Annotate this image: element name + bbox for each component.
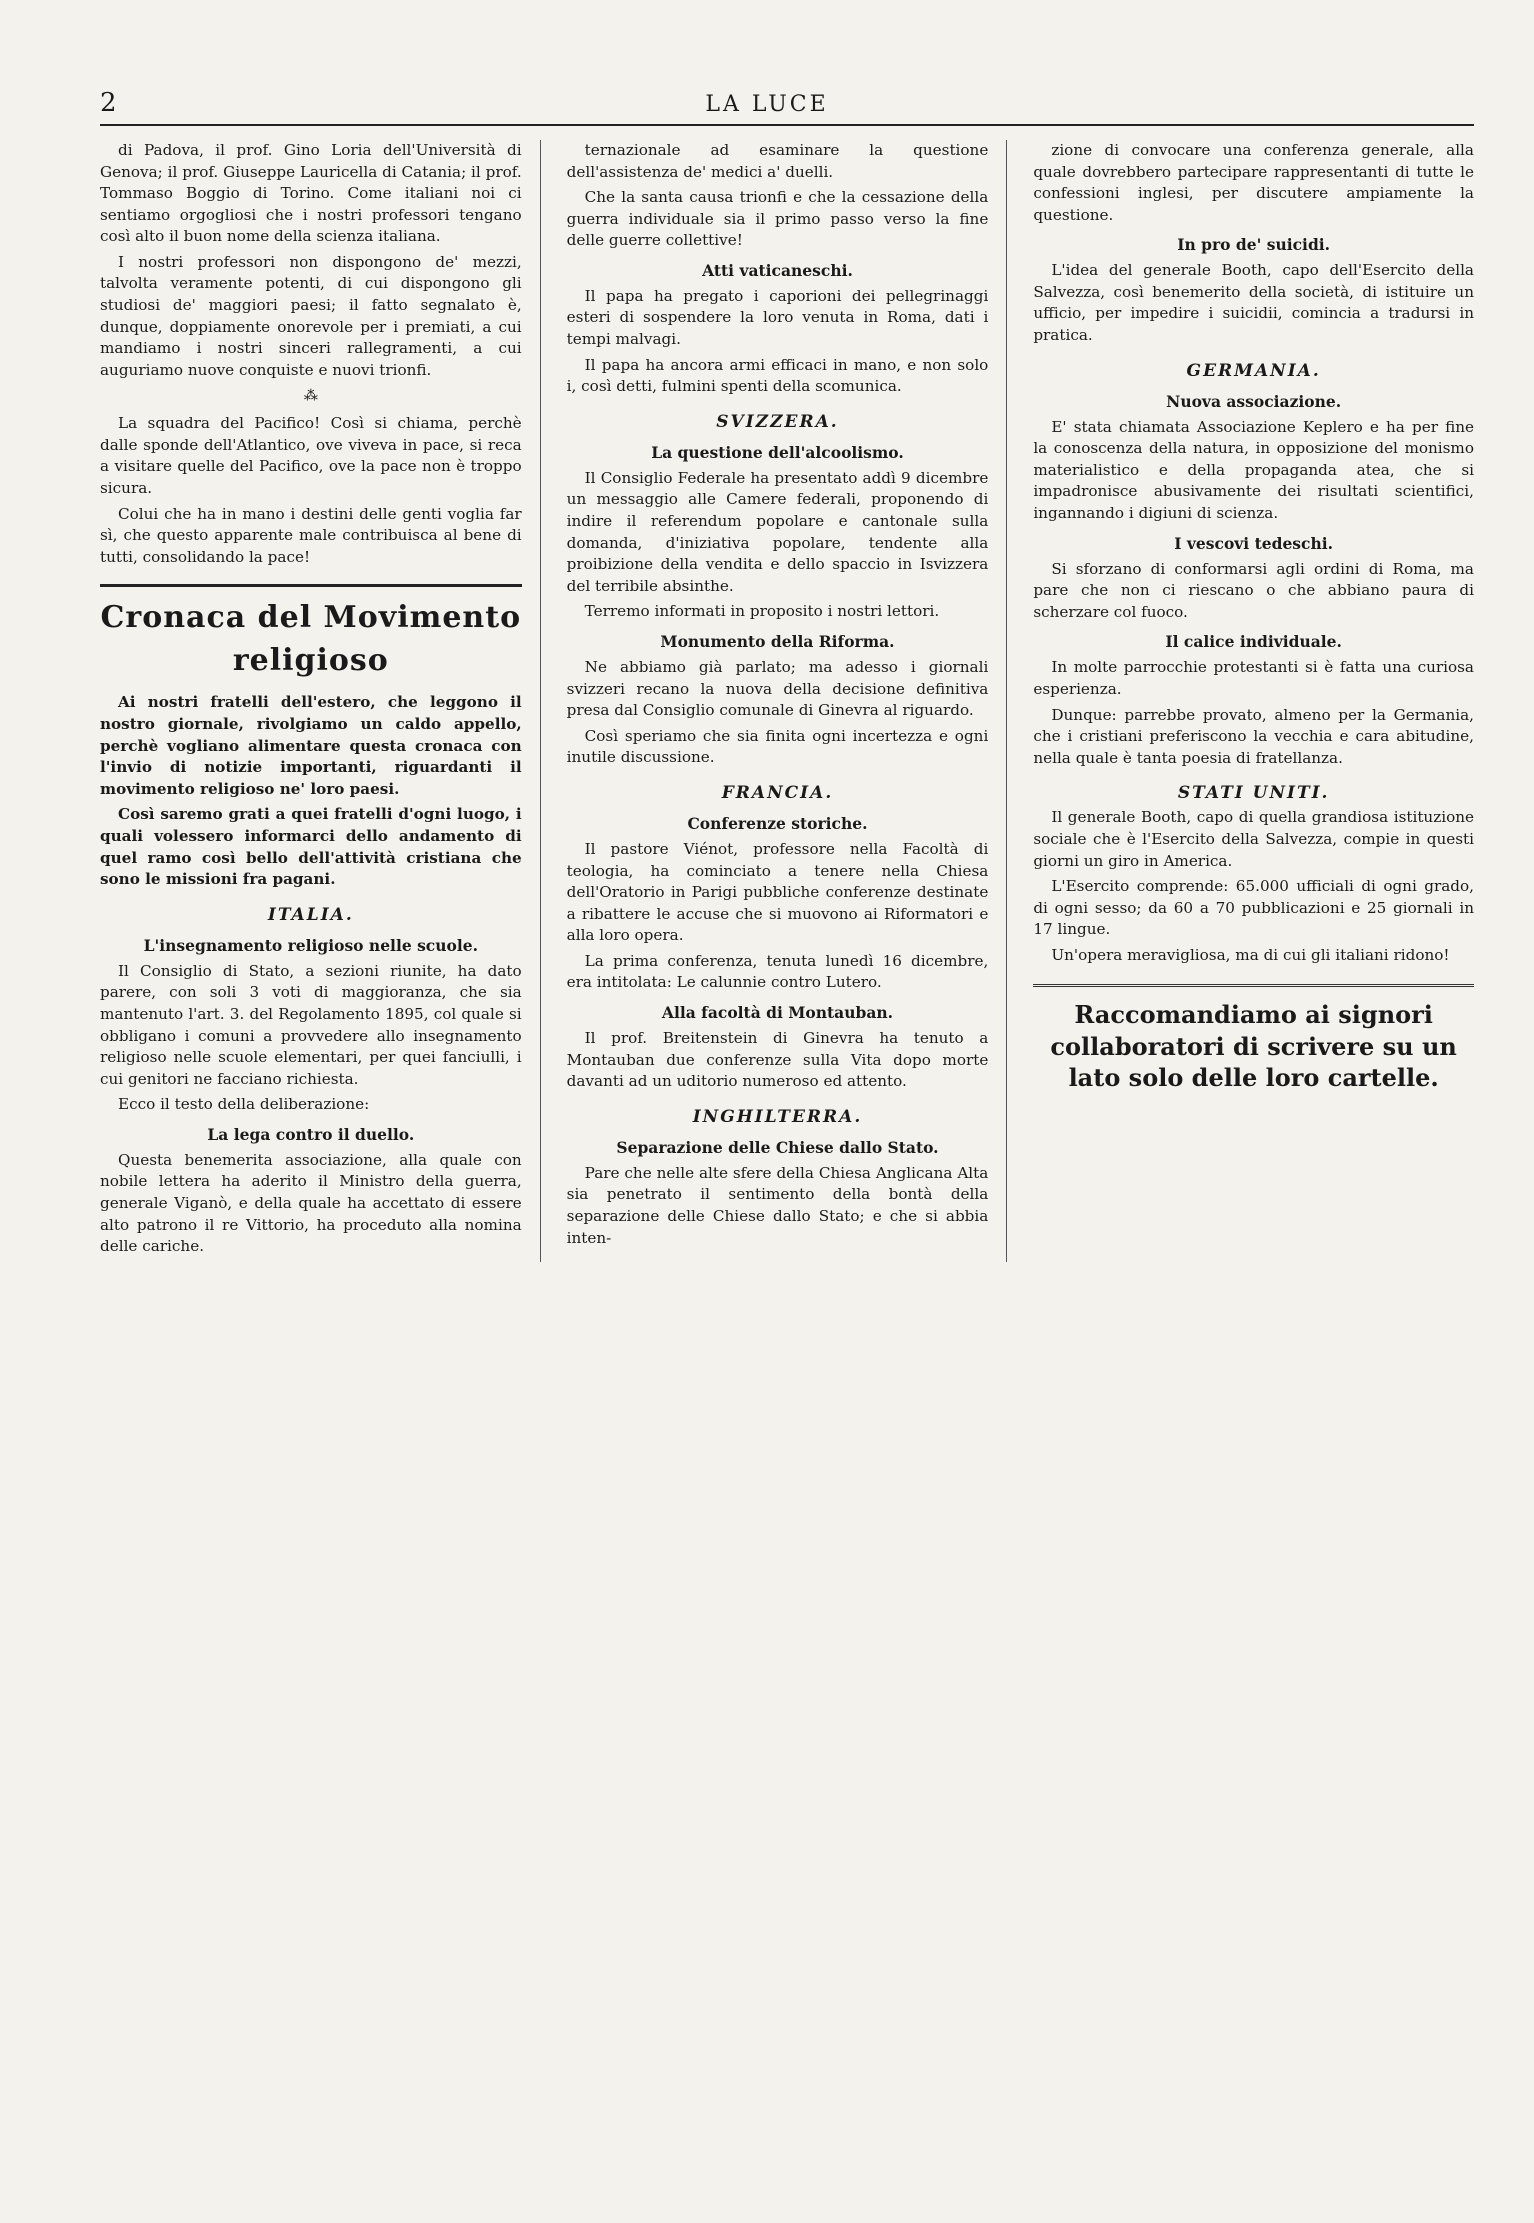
section-heading: STATI UNITI. bbox=[1177, 783, 1330, 804]
appeal-paragraph: Ai nostri fratelli dell'estero, che leggono il nostro giornale, rivolgiamo un caldo appello, perchè vogliano alimentare questa cronaca con l'invio di notizie importanti, riguardanti il movimento religioso ne' loro paesi. bbox=[100, 693, 522, 798]
article-heading: Atti vaticaneschi. bbox=[702, 260, 853, 280]
paragraph: Dunque: parrebbe provato, almeno per la Germania, che i cristiani preferiscono la vecchia e cara abitudine, nella quale è tanta poesia di fratellanza. bbox=[1033, 705, 1474, 767]
article-heading: L'insegnamento religioso nelle scuole. bbox=[143, 935, 479, 955]
paragraph: Il Consiglio di Stato, a sezioni riunite, ha dato parere, con soli 3 voti di maggioranza, che sia mantenuto l'art. 3. del Regolamento 1895, col quale si obbligano i comuni a provvedere allo insegnamento religioso nelle scuole elementari, per quei fanciulli, i cui genitori ne facciano richiesta. bbox=[100, 961, 522, 1088]
paper-title: LA LUCE bbox=[705, 92, 829, 117]
paragraph: di Padova, il prof. Gino Loria dell'Università di Genova; il prof. Giuseppe Lauricella di Catania; il prof. Tommaso Boggio di Torino. Come italiani noi ci sentiamo orgogliosi che i nostri professori tengano così alto il buon nome della scienza italiana. bbox=[100, 141, 522, 246]
paragraph: L'Esercito comprende: 65.000 ufficiali di ogni grado, di ogni sesso; da 60 a 70 pubblicazioni e 25 giornali in 17 lingue. bbox=[1033, 877, 1474, 939]
paragraph: Che la santa causa trionfi e che la cessazione della guerra individuale sia il primo passo verso la fine delle guerre collettive! bbox=[566, 188, 989, 250]
article-heading: La questione dell'alcoolismo. bbox=[651, 442, 904, 462]
paragraph: ternazionale ad esaminare la questione dell'assistenza de' medici a' duelli. bbox=[566, 141, 989, 181]
paragraph: Ne abbiamo già parlato; ma adesso i giornali svizzeri recano la nuova della decisione definitiva presa dal Consiglio comunale di Ginevra al riguardo. bbox=[566, 657, 989, 720]
paragraph: Un'opera meravigliosa, ma di cui gli italiani ridono! bbox=[1051, 945, 1450, 964]
article-heading: Conferenze storiche. bbox=[687, 813, 868, 833]
paragraph: zione di convocare una conferenza generale, alla quale dovrebbero partecipare rappresentanti di tutte le confessioni inglesi, per discutere ampiamente la questione. bbox=[1033, 141, 1474, 224]
article-heading: La lega contro il duello. bbox=[207, 1124, 415, 1144]
paragraph: Il Consiglio Federale ha presentato addì 9 dicembre un messaggio alle Camere federali, proponendo di indire il referendum popolare e cantonale sulla domanda, d'iniziativa popolare, tendente alla proibizione della vendita e dello spaccio in Isvizzera del terribile absinthe. bbox=[566, 468, 989, 595]
paragraph: I nostri professori non dispongono de' mezzi, talvolta veramente potenti, di cui dispongono gli studiosi de' maggiori paesi; il fatto segnalato è, dunque, doppiamente onorevole per i premiati, a cui mandiamo i nostri sinceri rallegramenti, a cui auguriamo nuove conquiste e nuovi trionfi. bbox=[100, 252, 522, 379]
article-heading: Alla facoltà di Montauban. bbox=[661, 1003, 894, 1023]
paragraph: Il papa ha pregato i caporioni dei pellegrinaggi esteri di sospendere la loro venuta in Roma, dati i tempi malvagi. bbox=[566, 286, 989, 349]
paragraph: Colui che ha in mano i destini delle genti voglia far sì, che questo apparente male contribuisca al bene di tutti, consolidando la pace! bbox=[100, 504, 522, 566]
paragraph: Ecco il testo della deliberazione: bbox=[118, 1095, 370, 1114]
paragraph: Questa benemerita associazione, alla quale con nobile lettera ha aderito il Ministro della guerra, generale Viganò, e della quale ha accettato di essere alto patrono il re Vittorio, ha proceduto alla nomina delle cariche. bbox=[100, 1150, 522, 1256]
article-heading: I vescovi tedeschi. bbox=[1174, 533, 1334, 553]
column-1 bbox=[100, 140, 541, 1262]
section-heading: GERMANIA. bbox=[1186, 360, 1321, 381]
editorial-notice: Raccomandiamo ai signori collaboratori di scrivere su un lato solo delle loro cartelle. bbox=[1033, 984, 1474, 1093]
appeal-paragraph: Così saremo grati a quei fratelli d'ogni luogo, i quali volessero informarci dello andamento di quel ramo così bello dell'attività cristiana che sono le missioni fra pagani. bbox=[100, 805, 522, 889]
paragraph: L'idea del generale Booth, capo dell'Esercito della Salvezza, così benemerito della società, di istituire un ufficio, per impedire i suicidii, comincia a tradursi in pratica. bbox=[1033, 261, 1474, 345]
paragraph: Pare che nelle alte sfere della Chiesa Anglicana Alta sia penetrato il sentimento della bontà della separazione delle Chiese dallo Stato; e che si abbia inten- bbox=[566, 1163, 989, 1247]
article-heading: Monumento della Riforma. bbox=[660, 631, 895, 651]
paragraph: Il prof. Breitenstein di Ginevra ha tenuto a Montauban due conferenze sulla Vita dopo morte davanti ad un uditorio numeroso ed attento. bbox=[566, 1029, 989, 1091]
section-heading: ITALIA. bbox=[267, 904, 354, 925]
column-3 bbox=[1033, 140, 1474, 1262]
paragraph: Così speriamo che sia finita ogni incertezza e ogni inutile discussione. bbox=[566, 726, 989, 767]
article-heading: Il calice individuale. bbox=[1165, 632, 1342, 652]
article-heading: Nuova associazione. bbox=[1166, 391, 1342, 411]
section-heading: INGHILTERRA. bbox=[692, 1106, 863, 1127]
section-heading: SVIZZERA. bbox=[716, 411, 839, 432]
column-2 bbox=[567, 140, 1008, 1262]
paragraph: Terremo informati in proposito i nostri lettori. bbox=[584, 602, 940, 621]
paragraph: Il papa ha ancora armi efficaci in mano, e non solo i, così detti, fulmini spenti della scomunica. bbox=[566, 355, 989, 396]
paragraph: La squadra del Pacifico! Così si chiama, perchè dalle sponde dell'Atlantico, ove viveva in pace, si reca a visitare quelle del Pacifico, ove la pace non è troppo sicura. bbox=[100, 414, 522, 497]
article-heading: Separazione delle Chiese dallo Stato. bbox=[616, 1137, 939, 1157]
paragraph: Il pastore Viénot, professore nella Facoltà di teologia, ha cominciato a tenere nella Chiesa dell'Oratorio in Parigi pubbliche conferenze destinate a ribattere le accuse che si muovono ai Riformatori e alla loro opera. bbox=[566, 839, 989, 945]
paragraph: La prima conferenza, tenuta lunedì 16 dicembre, era intitolata: Le calunnie contro Lutero. bbox=[566, 951, 989, 992]
section-heading: FRANCIA. bbox=[721, 782, 834, 803]
paragraph: Il generale Booth, capo di quella grandiosa istituzione sociale che è l'Esercito della Salvezza, compie in questi giorni un giro in America. bbox=[1033, 808, 1474, 870]
page-number: 2 bbox=[100, 88, 117, 118]
paragraph: Si sforzano di conformarsi agli ordini di Roma, ma pare che non ci riescano o che abbiano paura di scherzare col fuoco. bbox=[1033, 559, 1474, 621]
columns bbox=[100, 140, 1474, 1262]
paragraph: In molte parrocchie protestanti si è fatta una curiosa esperienza. bbox=[1033, 658, 1474, 698]
rubric-heading: Cronaca del Movimento religioso bbox=[100, 584, 522, 682]
separator-asterism: ⁂ bbox=[303, 388, 318, 405]
paragraph: E' stata chiamata Associazione Keplero e ha per fine la conoscenza della natura, in opposizione del monismo materialistico e della propaganda atea, che si impadronisce abusivamente dei risultati scientifici, ingannando i digiuni di scienza. bbox=[1033, 417, 1474, 523]
article-heading: In pro de' suicidi. bbox=[1177, 235, 1331, 255]
